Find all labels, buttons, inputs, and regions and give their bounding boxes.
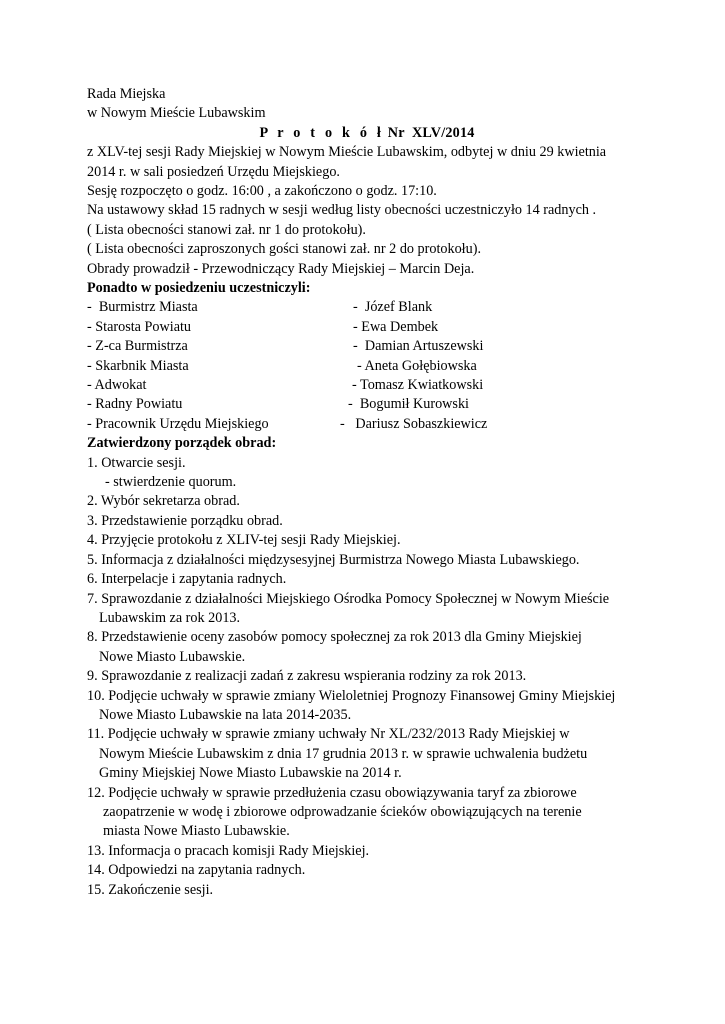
agenda-item: 13. Informacja o pracach komisji Rady Miejskiej.: [87, 842, 370, 859]
agenda-item-continuation: zaopatrzenie w wodę i zbiorowe odprowadzanie ścieków obowiązujących na terenie: [103, 803, 582, 820]
agenda-item: 8. Przedstawienie oceny zasobów pomocy społecznej za rok 2013 dla Gminy Miejskiej: [87, 629, 582, 646]
protocol-title-number: Nr XLV/2014: [384, 124, 475, 141]
participant-role: - Starosta Powiatu: [87, 318, 192, 335]
intro-line: Obrady prowadził - Przewodniczący Rady Miejskiej – Marcin Deja.: [87, 260, 475, 277]
intro-line: ( Lista obecności stanowi zał. nr 1 do protokołu).: [87, 221, 366, 238]
agenda-item-continuation: Nowym Mieście Lubawskim z dnia 17 grudnia 2013 r. w sprawie uchwalenia budżetu: [99, 745, 588, 762]
participant-role: - Pracownik Urzędu Miejskiego: [87, 415, 269, 432]
participant-name: - Aneta Gołębiowska: [357, 357, 477, 374]
participants-list: [87, 298, 647, 434]
participant-row: [87, 395, 647, 414]
agenda-item: 5. Informacja z działalności międzysesyjnej Burmistrza Nowego Miasta Lubawskiego.: [87, 551, 580, 568]
agenda-list: [87, 454, 647, 900]
agenda-item: 4. Przyjęcie protokołu z XLIV-tej sesji Rady Miejskiej.: [87, 532, 401, 549]
agenda-item-continuation: Lubawskim za rok 2013.: [99, 609, 241, 626]
participant-row: [87, 318, 647, 337]
agenda-subitem: - stwierdzenie quorum.: [105, 474, 237, 491]
agenda-item: 14. Odpowiedzi na zapytania radnych.: [87, 862, 306, 879]
document-page: [87, 85, 647, 900]
participant-name: - Bogumił Kurowski: [348, 396, 469, 413]
participant-row: [87, 298, 647, 317]
participant-name: - Damian Artuszewski: [353, 338, 484, 355]
participant-row: [87, 357, 647, 376]
intro-line: Na ustawowy skład 15 radnych w sesji według listy obecności uczestniczyło 14 radnych .: [87, 202, 597, 219]
agenda-item: 12. Podjęcie uchwały w sprawie przedłużenia czasu obowiązywania taryf za zbiorowe: [87, 784, 577, 801]
agenda-item: 1. Otwarcie sesji.: [87, 454, 186, 471]
agenda-heading: Zatwierdzony porządek obrad:: [87, 435, 277, 452]
protocol-title: [87, 124, 647, 143]
participants-heading: Ponadto w posiedzeniu uczestniczyli:: [87, 280, 311, 297]
agenda-item: 6. Interpelacje i zapytania radnych.: [87, 571, 287, 588]
agenda-item-continuation: miasta Nowe Miasto Lubawskie.: [103, 823, 290, 840]
intro-line: Sesję rozpoczęto o godz. 16:00 , a zakończono o godz. 17:10.: [87, 183, 437, 200]
participant-role: - Skarbnik Miasta: [87, 357, 189, 374]
agenda-item-continuation: Gminy Miejskiej Nowe Miasto Lubawskie na 2014 r.: [99, 765, 402, 782]
protocol-title-word: P r o t o k ó ł: [259, 124, 385, 141]
participant-row: [87, 376, 647, 395]
participant-name: - Tomasz Kwiatkowski: [352, 377, 484, 394]
agenda-item: 3. Przedstawienie porządku obrad.: [87, 512, 283, 529]
agenda-item: 2. Wybór sekretarza obrad.: [87, 493, 240, 510]
intro-line: z XLV-tej sesji Rady Miejskiej w Nowym Mieście Lubawskim, odbytej w dniu 29 kwietnia: [87, 144, 607, 161]
council-location: w Nowym Mieście Lubawskim: [87, 105, 266, 122]
agenda-item: 7. Sprawozdanie z działalności Miejskiego Ośrodka Pomocy Społecznej w Nowym Mieście: [87, 590, 610, 607]
participant-name: - Józef Blank: [353, 299, 433, 316]
participant-role: - Radny Powiatu: [87, 396, 183, 413]
participant-row: [87, 415, 647, 434]
participant-role: - Z-ca Burmistrza: [87, 338, 188, 355]
agenda-item: 9. Sprawozdanie z realizacji zadań z zakresu wspierania rodziny za rok 2013.: [87, 668, 527, 685]
participant-name: - Dariusz Sobaszkiewicz: [340, 415, 488, 432]
participant-row: [87, 337, 647, 356]
intro-line: ( Lista obecności zaproszonych gości stanowi zał. nr 2 do protokołu).: [87, 241, 481, 258]
council-name: Rada Miejska: [87, 86, 166, 102]
participant-role: - Burmistrz Miasta: [87, 299, 198, 316]
agenda-item-continuation: Nowe Miasto Lubawskie na lata 2014-2035.: [99, 706, 352, 723]
participant-name: - Ewa Dembek: [353, 318, 439, 335]
agenda-item: 15. Zakończenie sesji.: [87, 881, 214, 898]
intro-line: 2014 r. w sali posiedzeń Urzędu Miejskiego.: [87, 163, 340, 180]
agenda-item-continuation: Nowe Miasto Lubawskie.: [99, 648, 246, 665]
agenda-item: 11. Podjęcie uchwały w sprawie zmiany uchwały Nr XL/232/2013 Rady Miejskiej w: [87, 726, 570, 743]
agenda-item: 10. Podjęcie uchwały w sprawie zmiany Wieloletniej Prognozy Finansowej Gminy Miejskiej: [87, 687, 616, 704]
participant-role: - Adwokat: [87, 377, 147, 394]
